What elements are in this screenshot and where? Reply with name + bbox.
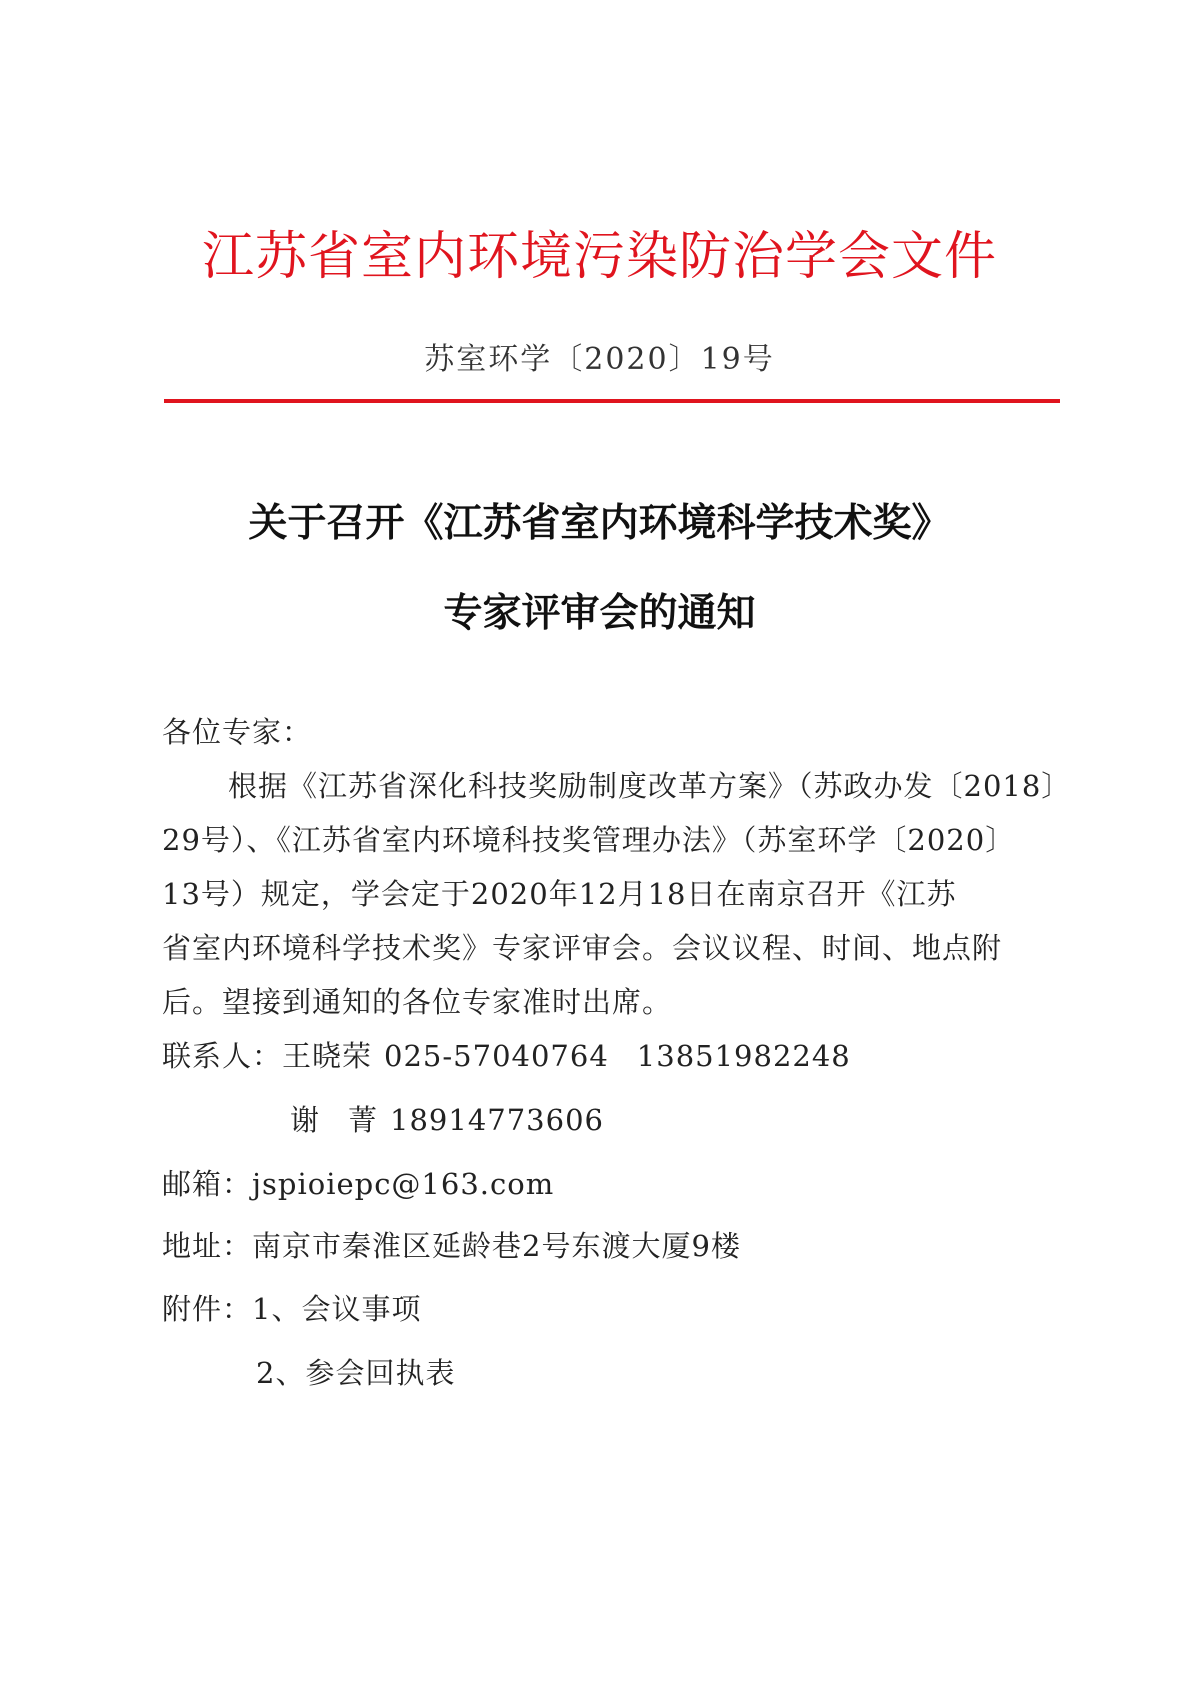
contact-person-1-phone-1: 025-57040764 [384,1039,609,1073]
contact-person-2-name-part-2: 菁 [348,1103,379,1137]
notice-title-line-1: 关于召开《江苏省室内环境科学技术奖》 [248,501,951,546]
attachment-line-1 [162,1289,421,1329]
contact-person-1-phone-2: 13851982248 [636,1039,851,1073]
attachments-label: 附件： [162,1292,253,1326]
attachment-item-2: 2、参会回执表 [256,1356,456,1390]
contact-person-1-name: 王晓荣 [282,1039,373,1073]
header-divider [164,399,1060,403]
body-paragraph-line-3: 13号）规定，学会定于2020年12月18日在南京召开《江苏 [162,877,957,911]
address-label: 地址： [162,1229,253,1263]
notice-title-line-2: 专家评审会的通知 [443,591,756,636]
address-value: 南京市秦淮区延龄巷2号东渡大厦9楼 [252,1229,741,1263]
contact-line-1 [162,1036,851,1076]
attachment-item-1: 1、会议事项 [252,1292,422,1326]
attachment-line-2 [256,1353,455,1393]
contact-person-2-name-part-1: 谢 [290,1103,321,1137]
email-label: 邮箱： [162,1167,253,1201]
contact-label: 联系人： [162,1039,283,1073]
organization-header: 江苏省室内环境污染防治学会文件 [201,227,997,287]
salutation: 各位专家： [162,715,313,749]
email-line [162,1164,554,1204]
contact-person-2-phone: 18914773606 [390,1103,604,1137]
address-line [162,1226,741,1266]
body-paragraph-line-5: 后。望接到通知的各位专家准时出席。 [162,985,673,1019]
body-paragraph-line-4: 省室内环境科学技术奖》专家评审会。会议议程、时间、地点附 [162,931,1003,965]
email-address: jspioiepc@163.com [252,1167,555,1201]
body-paragraph-line-1: 根据《江苏省深化科技奖励制度改革方案》（苏政办发〔2018〕 [228,769,1072,803]
contact-line-2 [290,1100,604,1140]
document-number: 苏室环学〔2020〕19号 [424,342,775,377]
body-paragraph-line-2: 29号）、《江苏省室内环境科技奖管理办法》（苏室环学〔2020〕 [162,823,1016,857]
